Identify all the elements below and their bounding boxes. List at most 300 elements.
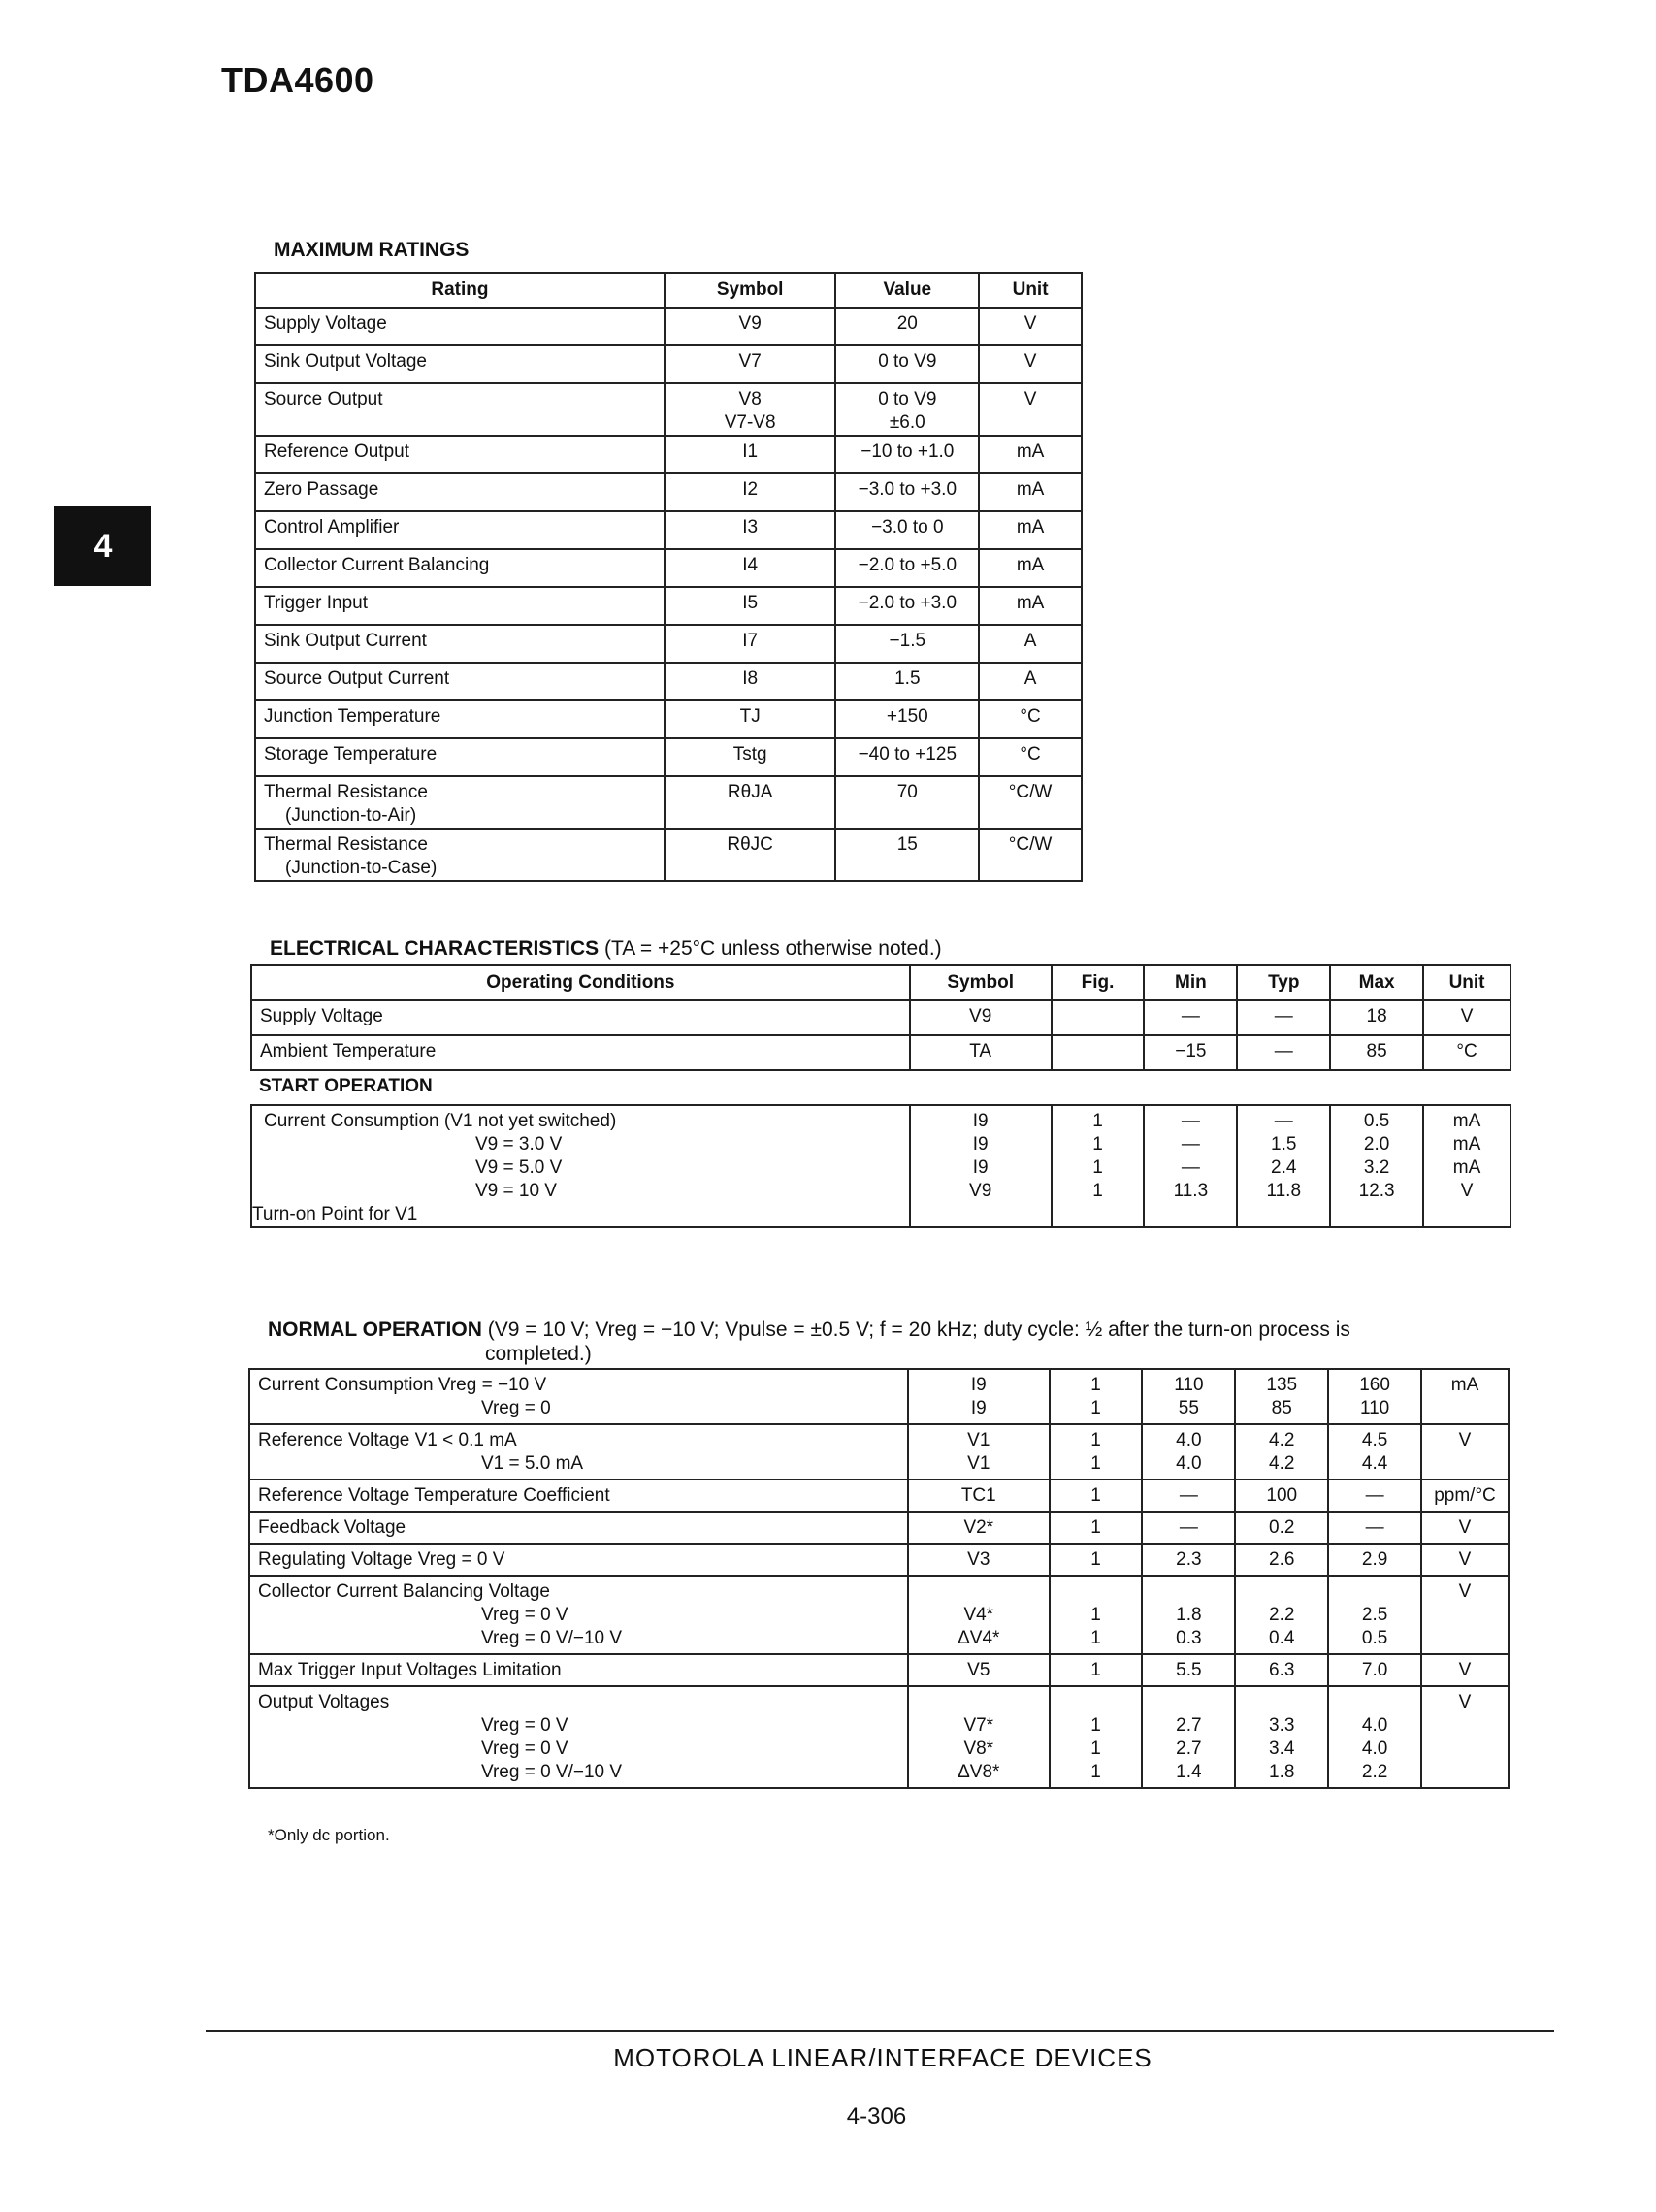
fig-cell xyxy=(1052,1000,1145,1035)
part-number: TDA4600 xyxy=(221,60,374,100)
unit-cell: °C xyxy=(1423,1035,1510,1070)
typ-value: 3.3 xyxy=(1269,1715,1295,1736)
max-cell xyxy=(1328,1576,1421,1654)
symbol-value: V5 xyxy=(967,1660,990,1680)
max-value xyxy=(1337,1580,1412,1604)
condition-main: Reference Voltage Temperature Coefficient xyxy=(258,1485,610,1506)
fig-value xyxy=(1058,1580,1134,1604)
condition-cell xyxy=(249,1686,908,1788)
value: −2.0 to +3.0 xyxy=(858,593,958,613)
max-ratings-table xyxy=(254,272,1083,882)
min-cell xyxy=(1142,1369,1235,1424)
condition-sub: V9 = 3.0 V xyxy=(475,1134,563,1155)
rating-label: Reference Output xyxy=(264,441,409,462)
max-value: — xyxy=(1365,1485,1384,1506)
fig-value: 1 xyxy=(1090,1605,1101,1625)
fig-value: 1 xyxy=(1090,1739,1101,1759)
value: −40 to +125 xyxy=(858,744,958,764)
value: 15 xyxy=(896,834,918,855)
value-cell xyxy=(835,587,979,625)
value-cell xyxy=(835,829,979,881)
typ-value: — xyxy=(1274,1111,1293,1131)
table-row xyxy=(255,308,1082,345)
symbol-cell xyxy=(665,511,836,549)
condition-cell xyxy=(249,1424,908,1480)
fig-value: 1 xyxy=(1090,1398,1101,1418)
table-row xyxy=(251,1105,1510,1227)
condition-cell: Ambient Temperature xyxy=(251,1035,910,1070)
min-value: 1.4 xyxy=(1176,1762,1202,1782)
symbol-value xyxy=(917,1691,1041,1714)
symbol-cell: TA xyxy=(910,1035,1052,1070)
electrical-title xyxy=(270,937,942,960)
rating-label: Junction Temperature xyxy=(264,706,441,727)
fig-value: 1 xyxy=(1090,1628,1101,1648)
symbol: Tstg xyxy=(732,744,767,764)
symbol: TJ xyxy=(739,706,761,727)
table-row xyxy=(251,1035,1510,1070)
max-cell: 18 xyxy=(1330,1000,1423,1035)
max-value: 7.0 xyxy=(1361,1660,1388,1680)
max-value: 2.2 xyxy=(1361,1762,1388,1782)
fig-cell xyxy=(1050,1686,1143,1788)
rating-cell xyxy=(255,549,665,587)
condition-main: Regulating Voltage Vreg = 0 V xyxy=(258,1549,505,1570)
min-value: — xyxy=(1181,1157,1200,1178)
symbol: I3 xyxy=(742,517,759,537)
table-row xyxy=(255,473,1082,511)
unit-cell: V xyxy=(1421,1654,1509,1686)
max-value: 110 xyxy=(1359,1398,1390,1418)
fig-value: 1 xyxy=(1092,1134,1103,1155)
rating-cell xyxy=(255,738,665,776)
max-cell xyxy=(1330,1105,1423,1227)
symbol-cell xyxy=(665,383,836,436)
symbol-value: V1 xyxy=(967,1430,990,1450)
typ-cell xyxy=(1237,1105,1330,1227)
unit-cell: mA xyxy=(979,587,1082,625)
typ-value: 1.5 xyxy=(1271,1134,1297,1155)
unit-cell: mA xyxy=(979,436,1082,473)
rating-label: Trigger Input xyxy=(264,593,369,613)
value-cell xyxy=(835,308,979,345)
fig-cell xyxy=(1050,1480,1143,1512)
symbol: V8 xyxy=(738,389,762,409)
value-cell xyxy=(835,473,979,511)
value: 0 to V9 xyxy=(878,351,937,372)
typ-cell xyxy=(1235,1654,1328,1686)
min-cell: — xyxy=(1144,1000,1237,1035)
value: −3.0 to +3.0 xyxy=(858,479,958,500)
min-cell xyxy=(1142,1686,1235,1788)
table-row xyxy=(249,1686,1509,1788)
value: −3.0 to 0 xyxy=(871,517,944,537)
rating-label: Thermal Resistance xyxy=(264,834,428,855)
typ-value: 2.2 xyxy=(1269,1605,1295,1625)
fig-cell xyxy=(1050,1544,1143,1576)
max-cell xyxy=(1328,1369,1421,1424)
condition-main: Feedback Voltage xyxy=(258,1517,406,1538)
value-cell xyxy=(835,776,979,829)
max-cell xyxy=(1328,1480,1421,1512)
symbol-value: V9 xyxy=(969,1181,992,1201)
symbol-sub: V7-V8 xyxy=(724,412,776,433)
min-value: 110 xyxy=(1174,1375,1204,1395)
condition-cell xyxy=(249,1544,908,1576)
min-value: 4.0 xyxy=(1176,1453,1202,1474)
symbol-value: V1 xyxy=(967,1453,990,1474)
unit-cell: V xyxy=(1421,1686,1509,1788)
unit-cell: A xyxy=(979,663,1082,700)
col-header-unit: Unit xyxy=(1423,965,1510,1000)
max-value: 4.0 xyxy=(1361,1715,1388,1736)
rating-label: Thermal Resistance xyxy=(264,782,428,802)
unit-cell: V xyxy=(1421,1576,1509,1654)
min-value: 55 xyxy=(1178,1398,1199,1418)
max-value: 160 xyxy=(1359,1375,1390,1395)
typ-value xyxy=(1244,1691,1319,1714)
max-value xyxy=(1337,1691,1412,1714)
min-value: 2.7 xyxy=(1176,1739,1202,1759)
symbol-value: I9 xyxy=(970,1398,987,1418)
unit-value: V xyxy=(1460,1181,1474,1201)
condition-cell xyxy=(249,1512,908,1544)
normal-operation-table xyxy=(248,1368,1510,1789)
condition-main: Current Consumption (V1 not yet switched) xyxy=(264,1111,617,1131)
typ-cell xyxy=(1235,1576,1328,1654)
section-tab: 4 xyxy=(54,506,151,586)
value: 0 to V9 xyxy=(878,389,937,409)
table-row xyxy=(255,700,1082,738)
table-row xyxy=(255,663,1082,700)
rating-label: Storage Temperature xyxy=(264,744,438,764)
rating-cell xyxy=(255,700,665,738)
value: +150 xyxy=(886,706,928,727)
unit-cell: V xyxy=(1421,1512,1509,1544)
max-ratings-title: MAXIMUM RATINGS xyxy=(274,239,470,261)
unit-cell: °C xyxy=(979,700,1082,738)
max-value: 2.0 xyxy=(1363,1134,1390,1155)
typ-value: 100 xyxy=(1266,1485,1298,1506)
condition-cell: Supply Voltage xyxy=(251,1000,910,1035)
unit-cell: V xyxy=(1421,1544,1509,1576)
fig-value: 1 xyxy=(1090,1549,1101,1570)
normal-title-text: NORMAL OPERATION xyxy=(268,1318,482,1341)
symbol-cell xyxy=(908,1544,1050,1576)
max-value: — xyxy=(1365,1517,1384,1538)
symbol-value: ΔV8* xyxy=(958,1762,1000,1782)
symbol: I2 xyxy=(742,479,759,500)
table-row xyxy=(255,436,1082,473)
unit-cell: mA xyxy=(1421,1369,1509,1424)
typ-value: 0.2 xyxy=(1269,1517,1295,1538)
normal-note: (V9 = 10 V; Vreg = −10 V; Vpulse = ±0.5 V; f = 20 kHz; duty cycle: ½ after the turn-on process is xyxy=(487,1318,1350,1341)
table-row xyxy=(249,1512,1509,1544)
symbol-cell xyxy=(665,663,836,700)
fig-cell xyxy=(1052,1035,1145,1070)
condition-sub: V9 = 5.0 V xyxy=(475,1157,563,1178)
max-value: 12.3 xyxy=(1358,1181,1395,1201)
min-cell xyxy=(1142,1424,1235,1480)
min-cell xyxy=(1142,1512,1235,1544)
col-header-unit: Unit xyxy=(979,273,1082,308)
condition-main: Output Voltages xyxy=(258,1692,390,1712)
unit-cell: °C xyxy=(979,738,1082,776)
condition-cell xyxy=(249,1369,908,1424)
electrical-table xyxy=(250,964,1511,1228)
fig-value: 1 xyxy=(1092,1111,1103,1131)
max-value: 2.5 xyxy=(1361,1605,1388,1625)
rating-cell xyxy=(255,345,665,383)
condition-sub: Vreg = 0 V/−10 V xyxy=(481,1628,623,1648)
start-operation-header xyxy=(251,1070,1510,1105)
fig-value: 1 xyxy=(1092,1181,1103,1201)
fig-cell xyxy=(1050,1576,1143,1654)
unit-value: mA xyxy=(1452,1134,1481,1155)
col-header-max: Max xyxy=(1330,965,1423,1000)
symbol-value: V8* xyxy=(963,1739,994,1759)
min-value: 4.0 xyxy=(1176,1430,1202,1450)
unit-cell: mA xyxy=(979,473,1082,511)
footer-rule xyxy=(206,2030,1554,2032)
symbol: V7 xyxy=(738,351,762,372)
symbol: I4 xyxy=(742,555,759,575)
symbol: I7 xyxy=(742,631,759,651)
symbol-value: I9 xyxy=(972,1111,989,1131)
fig-value: 1 xyxy=(1090,1430,1101,1450)
symbol-value: V7* xyxy=(963,1715,994,1736)
value: −10 to +1.0 xyxy=(860,441,955,462)
table-row xyxy=(255,511,1082,549)
table-row xyxy=(249,1369,1509,1424)
value-cell xyxy=(835,436,979,473)
typ-cell xyxy=(1235,1544,1328,1576)
fig-value: 1 xyxy=(1090,1715,1101,1736)
typ-cell xyxy=(1235,1686,1328,1788)
unit-cell: °C/W xyxy=(979,829,1082,881)
table-row xyxy=(249,1544,1509,1576)
condition-main: Collector Current Balancing Voltage xyxy=(258,1581,551,1602)
min-value: 5.5 xyxy=(1176,1660,1202,1680)
rating-cell xyxy=(255,436,665,473)
fig-value xyxy=(1058,1691,1134,1714)
typ-cell xyxy=(1235,1480,1328,1512)
min-cell xyxy=(1142,1480,1235,1512)
max-value: 0.5 xyxy=(1361,1628,1388,1648)
max-cell xyxy=(1328,1654,1421,1686)
fig-value: 1 xyxy=(1090,1453,1101,1474)
rating-label-sub: (Junction-to-Air) xyxy=(285,805,417,826)
max-value: 4.0 xyxy=(1361,1739,1388,1759)
typ-value: 85 xyxy=(1271,1398,1292,1418)
min-cell xyxy=(1142,1654,1235,1686)
electrical-note: (TA = +25°C unless otherwise noted.) xyxy=(603,937,942,960)
typ-value: 4.2 xyxy=(1269,1430,1295,1450)
min-value xyxy=(1151,1580,1226,1604)
col-header-fig: Fig. xyxy=(1052,965,1145,1000)
typ-cell: — xyxy=(1237,1035,1330,1070)
typ-value: 135 xyxy=(1266,1375,1298,1395)
min-value: 2.7 xyxy=(1176,1715,1202,1736)
max-ratings-body xyxy=(255,308,1082,881)
value: 20 xyxy=(896,313,918,334)
symbol-cell xyxy=(665,345,836,383)
electrical-body xyxy=(251,1000,1510,1227)
rating-label: Sink Output Voltage xyxy=(264,351,427,372)
symbol: RθJA xyxy=(727,782,773,802)
unit-value: mA xyxy=(1452,1157,1481,1178)
symbol-value: TC1 xyxy=(960,1485,996,1506)
min-cell: −15 xyxy=(1144,1035,1237,1070)
condition-sub: Vreg = 0 V/−10 V xyxy=(481,1762,623,1782)
rating-cell xyxy=(255,511,665,549)
condition-cell xyxy=(249,1654,908,1686)
fig-cell xyxy=(1050,1424,1143,1480)
value-cell xyxy=(835,700,979,738)
max-value: 4.5 xyxy=(1361,1430,1388,1450)
symbol-cell xyxy=(910,1105,1052,1227)
symbol-value: I9 xyxy=(972,1134,989,1155)
fig-cell xyxy=(1050,1654,1143,1686)
symbol-cell xyxy=(908,1369,1050,1424)
electrical-title-text: ELECTRICAL CHARACTERISTICS xyxy=(270,937,600,960)
symbol-cell xyxy=(908,1512,1050,1544)
unit-cell: V xyxy=(1421,1424,1509,1480)
value-cell xyxy=(835,738,979,776)
value-cell xyxy=(835,511,979,549)
unit-cell: V xyxy=(979,383,1082,436)
max-value: 3.2 xyxy=(1363,1157,1390,1178)
condition-sub: V1 = 5.0 mA xyxy=(481,1453,584,1474)
unit-cell: °C/W xyxy=(979,776,1082,829)
typ-cell: — xyxy=(1237,1000,1330,1035)
rating-label: Collector Current Balancing xyxy=(264,555,490,575)
unit-cell: ppm/°C xyxy=(1421,1480,1509,1512)
condition-main: Reference Voltage V1 < 0.1 mA xyxy=(258,1430,517,1450)
rating-cell xyxy=(255,473,665,511)
condition-cell xyxy=(249,1576,908,1654)
unit-cell: A xyxy=(979,625,1082,663)
symbol-cell xyxy=(908,1686,1050,1788)
symbol-cell xyxy=(665,587,836,625)
rating-cell xyxy=(255,829,665,881)
min-cell xyxy=(1142,1576,1235,1654)
condition-sub: Vreg = 0 V xyxy=(481,1739,568,1759)
table-row xyxy=(249,1480,1509,1512)
col-header-min: Min xyxy=(1144,965,1237,1000)
fig-cell xyxy=(1050,1369,1143,1424)
symbol-cell xyxy=(908,1480,1050,1512)
typ-value: 0.4 xyxy=(1269,1628,1295,1648)
min-value: — xyxy=(1179,1485,1198,1506)
rating-cell xyxy=(255,625,665,663)
symbol-cell: V9 xyxy=(910,1000,1052,1035)
symbol-cell xyxy=(665,436,836,473)
symbol-cell xyxy=(665,738,836,776)
rating-label: Source Output Current xyxy=(264,668,450,689)
table-row xyxy=(255,738,1082,776)
min-value: — xyxy=(1181,1111,1200,1131)
condition-last: Turn-on Point for V1 xyxy=(252,1204,418,1224)
min-value: 1.8 xyxy=(1176,1605,1202,1625)
typ-value: 1.8 xyxy=(1269,1762,1295,1782)
symbol-cell xyxy=(665,776,836,829)
symbol-cell xyxy=(665,308,836,345)
normal-note-2: completed.) xyxy=(485,1343,592,1365)
symbol-value: ΔV4* xyxy=(958,1628,1000,1648)
table-row xyxy=(255,549,1082,587)
col-header-conditions: Operating Conditions xyxy=(251,965,910,1000)
table-row xyxy=(255,829,1082,881)
unit-cell: V xyxy=(979,345,1082,383)
max-value: 2.9 xyxy=(1361,1549,1388,1570)
max-cell xyxy=(1328,1512,1421,1544)
max-cell xyxy=(1328,1544,1421,1576)
rating-label: Supply Voltage xyxy=(264,313,387,334)
value: −2.0 to +5.0 xyxy=(858,555,958,575)
min-value xyxy=(1151,1691,1226,1714)
value-cell xyxy=(835,549,979,587)
max-value: 0.5 xyxy=(1363,1111,1390,1131)
col-header-typ: Typ xyxy=(1237,965,1330,1000)
value: 70 xyxy=(896,782,918,802)
unit-cell xyxy=(1423,1105,1510,1227)
col-header-rating: Rating xyxy=(255,273,665,308)
min-value: — xyxy=(1181,1134,1200,1155)
typ-cell xyxy=(1235,1512,1328,1544)
fig-value: 1 xyxy=(1090,1375,1101,1395)
table-row xyxy=(255,776,1082,829)
condition-sub: Vreg = 0 V xyxy=(481,1715,568,1736)
rating-label-sub: (Junction-to-Case) xyxy=(285,858,438,878)
normal-operation-body xyxy=(249,1369,1509,1788)
typ-value: 2.6 xyxy=(1269,1549,1295,1570)
value-cell xyxy=(835,625,979,663)
fig-value: 1 xyxy=(1090,1517,1101,1538)
col-header-symbol: Symbol xyxy=(910,965,1052,1000)
rating-label: Control Amplifier xyxy=(264,517,400,537)
start-operation-label: START OPERATION xyxy=(251,1070,1510,1105)
typ-value: 11.8 xyxy=(1266,1181,1302,1201)
table-row xyxy=(249,1576,1509,1654)
normal-title xyxy=(268,1317,1529,1366)
symbol: V9 xyxy=(738,313,762,334)
page-number: 4-306 xyxy=(846,2103,907,2130)
fig-value: 1 xyxy=(1092,1157,1103,1178)
value: 1.5 xyxy=(894,668,921,689)
condition-sub: Vreg = 0 xyxy=(481,1398,551,1418)
value: −1.5 xyxy=(889,631,926,651)
symbol-cell xyxy=(665,549,836,587)
symbol-cell xyxy=(908,1654,1050,1686)
condition-sub: V9 = 10 V xyxy=(475,1181,557,1201)
fig-cell xyxy=(1050,1512,1143,1544)
max-cell xyxy=(1328,1424,1421,1480)
min-value: — xyxy=(1179,1517,1198,1538)
rating-cell xyxy=(255,663,665,700)
value-sub: ±6.0 xyxy=(889,412,925,433)
rating-cell xyxy=(255,587,665,625)
col-header-symbol: Symbol xyxy=(665,273,836,308)
fig-value: 1 xyxy=(1090,1485,1101,1506)
symbol-value: I9 xyxy=(972,1157,989,1178)
rating-label: Source Output xyxy=(264,389,383,409)
value-cell xyxy=(835,663,979,700)
symbol-cell xyxy=(665,625,836,663)
table-row xyxy=(255,587,1082,625)
typ-value: 2.4 xyxy=(1271,1157,1297,1178)
fig-value: 1 xyxy=(1090,1762,1101,1782)
